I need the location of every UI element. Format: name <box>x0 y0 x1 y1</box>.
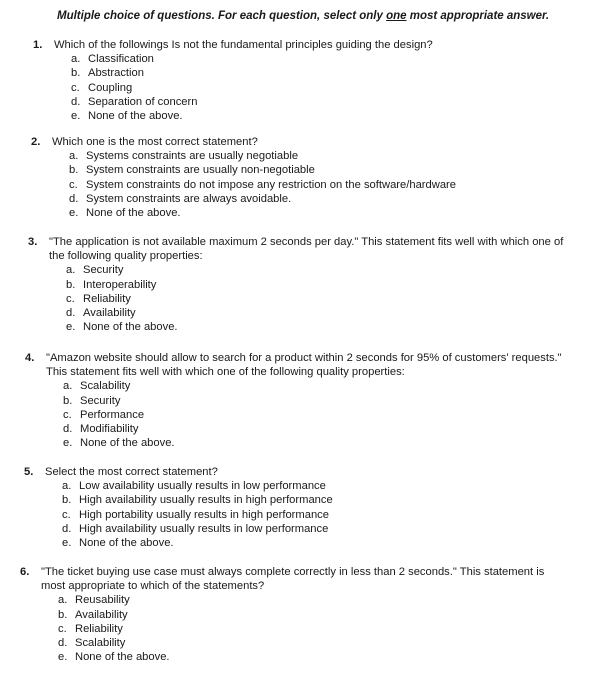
question-text: Select the most correct statement? <box>45 466 218 478</box>
question-text-continued: most appropriate to which of the statements? <box>41 580 265 593</box>
question-text: "The ticket buying use case must always complete correctly in less than 2 seconds." This statement is <box>41 566 545 578</box>
option-e[interactable]: e. None of the above. <box>69 207 181 220</box>
question-text-continued: This statement fits well with which one of the following quality properties: <box>46 366 405 379</box>
option-b[interactable]: b. Availability <box>58 608 128 621</box>
option-c[interactable]: c. System constraints do not impose any restriction on the software/hardware <box>69 178 456 191</box>
option-e[interactable]: e. None of the above. <box>58 651 170 664</box>
option-e[interactable]: e. None of the above. <box>71 110 183 123</box>
option-c[interactable]: c. Performance <box>63 408 145 421</box>
question-4 <box>25 351 562 450</box>
option-d[interactable]: d. Scalability <box>58 637 126 650</box>
option-a[interactable]: a. Low availability usually results in low performance <box>62 480 326 493</box>
option-e[interactable]: e. None of the above. <box>62 537 174 550</box>
question-text: "Amazon website should allow to search for a product within 2 seconds for 95% of customers' requests." <box>46 352 562 364</box>
option-d[interactable]: d. High availability usually results in low performance <box>62 522 329 535</box>
question-5 <box>24 465 333 550</box>
option-d[interactable]: d. Separation of concern <box>71 95 198 108</box>
question-2 <box>31 135 456 220</box>
option-d[interactable]: d. System constraints are always avoidable. <box>69 192 292 205</box>
question-3 <box>28 235 563 334</box>
option-a[interactable]: a. Systems constraints are usually negotiable <box>69 150 299 163</box>
question-1 <box>33 38 433 123</box>
option-b[interactable]: b. Security <box>63 394 121 407</box>
option-b[interactable]: b. Interoperability <box>66 278 157 291</box>
option-b[interactable]: b. System constraints are usually non-negotiable <box>69 164 315 177</box>
question-text: "The application is not available maximum 2 seconds per day." This statement fits well with which one of <box>49 236 564 248</box>
option-c[interactable]: c. High portability usually results in high performance <box>62 508 329 521</box>
question-6 <box>20 565 544 664</box>
question-number: 2. <box>31 136 41 148</box>
question-number: 4. <box>25 352 35 364</box>
option-e[interactable]: e. None of the above. <box>66 321 178 334</box>
option-c[interactable]: c. Reliability <box>66 292 131 305</box>
question-number: 1. <box>33 39 43 51</box>
question-text: Which of the followings Is not the fundamental principles guiding the design? <box>54 39 433 51</box>
header-suffix: most appropriate answer. <box>406 10 550 22</box>
option-a[interactable]: a. Classification <box>71 53 154 66</box>
option-a[interactable]: a. Reusability <box>58 594 130 607</box>
option-d[interactable]: d. Availability <box>66 307 136 320</box>
question-text: Which one is the most correct statement? <box>52 136 258 148</box>
option-b[interactable]: b. High availability usually results in high performance <box>62 494 333 507</box>
question-number: 3. <box>28 236 38 248</box>
option-a[interactable]: a. Scalability <box>63 380 131 393</box>
instructions-header <box>57 10 549 22</box>
question-number: 5. <box>24 466 34 478</box>
option-b[interactable]: b. Abstraction <box>71 67 144 80</box>
question-text-continued: the following quality properties: <box>49 250 203 263</box>
option-c[interactable]: c. Coupling <box>71 81 133 94</box>
option-d[interactable]: d. Modifiability <box>63 423 139 436</box>
option-a[interactable]: a. Security <box>66 264 124 277</box>
question-number: 6. <box>20 566 30 578</box>
option-e[interactable]: e. None of the above. <box>63 437 175 450</box>
header-prefix: Multiple choice of questions. For each question, select only <box>57 10 387 22</box>
option-c[interactable]: c. Reliability <box>58 622 123 635</box>
header-emphasis: one <box>386 10 407 22</box>
